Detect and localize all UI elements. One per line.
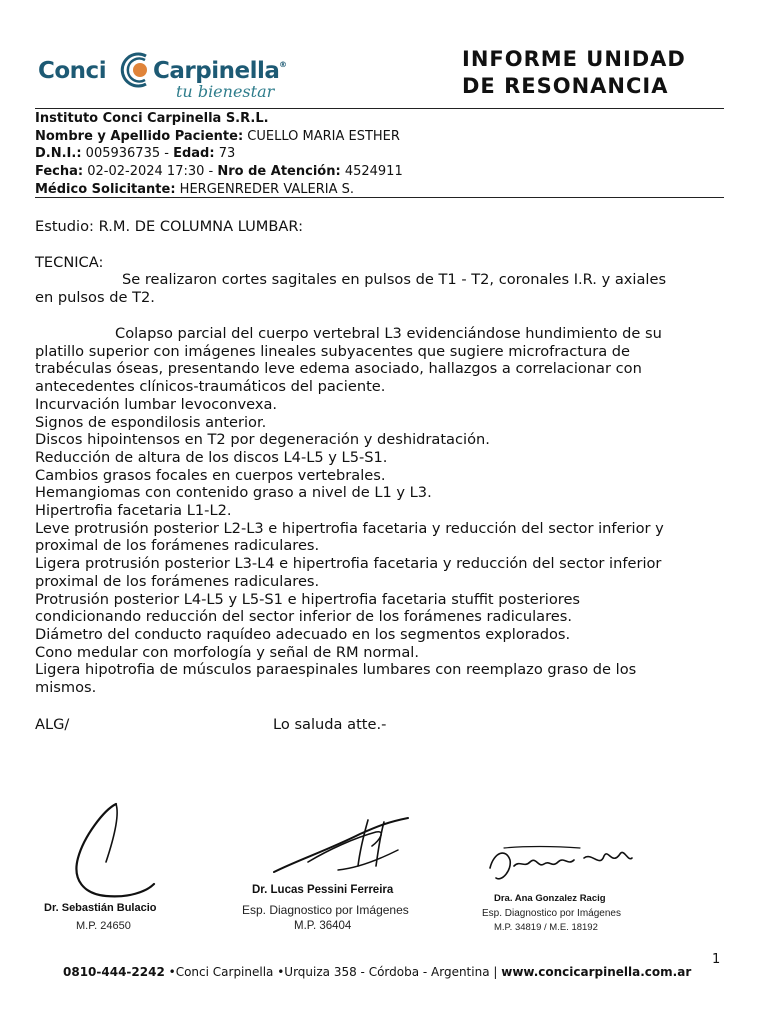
signature-specialty: Esp. Diagnostico por Imágenes xyxy=(242,903,409,917)
footer-address: •Conci Carpinella •Urquiza 358 - Córdoba - Argentina | xyxy=(164,965,502,979)
handwritten-signature-icon xyxy=(54,796,164,906)
age-label: Edad: xyxy=(173,146,215,162)
finding-line: Ligera hipotrofia de músculos paraespinales lumbares con reemplazo graso de los xyxy=(35,661,637,679)
signature-name: Dra. Ana Gonzalez Racig xyxy=(494,893,606,904)
signature-license: M.P. 36404 xyxy=(294,920,352,932)
date-label: Fecha: xyxy=(35,164,84,180)
requesting-doctor-value: HERGENREDER VALERIA S. xyxy=(179,181,355,197)
finding-line: Signos de espondilosis anterior. xyxy=(35,413,267,431)
requesting-doctor-label: Médico Solicitante: xyxy=(35,181,176,197)
logo-word-carpinella: Carpinella xyxy=(153,58,280,84)
finding-line: Colapso parcial del cuerpo vertebral L3 evidenciándose hundimiento de su xyxy=(115,325,662,342)
finding-line: Cono medular con morfología y señal de RM normal. xyxy=(35,643,419,661)
dni-value: 005936735 xyxy=(85,146,161,162)
finding-line: Reducción de altura de los discos L4-L5 y L5-S1. xyxy=(35,448,388,466)
finding-line: Hipertrofia facetaria L1-L2. xyxy=(35,502,232,519)
separator: - xyxy=(160,146,174,162)
finding-line: Leve protrusión posterior L2-L3 e hipertrofia facetaria y reducción del sector inferior y xyxy=(35,519,664,537)
logo-registered-mark: ® xyxy=(279,60,287,69)
finding-line: proximal de los forámenes radiculares. xyxy=(35,572,320,590)
institute-name: Instituto Conci Carpinella S.R.L. xyxy=(35,111,269,126)
page-number: 1 xyxy=(712,952,721,967)
footer-phone: 0810-444-2242 xyxy=(63,965,165,979)
technique-text-line-2: en pulsos de T2. xyxy=(35,289,155,306)
patient-info xyxy=(35,110,403,199)
signature-block-2 xyxy=(238,808,428,938)
header-divider xyxy=(35,108,724,109)
finding-line: Diámetro del conducto raquídeo adecuado en los segmentos explorados. xyxy=(35,625,571,643)
finding-line: Protrusión posterior L4-L5 y L5-S1 e hipertrofia facetaria stuffit posteriores xyxy=(35,590,581,608)
finding-line: platillo superior con imágenes lineales subyacentes que sugiere microfractura de xyxy=(35,342,631,360)
finding-line: proximal de los forámenes radiculares. xyxy=(35,537,320,555)
handwritten-signature-icon xyxy=(268,810,418,880)
technique-text-line-1: Se realizaron cortes sagitales en pulsos de T1 - T2, coronales I.R. y axiales xyxy=(122,271,667,288)
dni-label: D.N.I.: xyxy=(35,146,82,162)
finding-line: condicionando reducción del sector inferior de los forámenes radiculares. xyxy=(35,608,572,626)
date-value: 02-02-2024 17:30 xyxy=(87,164,205,180)
report-initials: ALG/ xyxy=(35,716,70,733)
finding-line: Hemangiomas con contenido graso a nivel de L1 y L3. xyxy=(35,484,432,502)
logo-word-conci: Conci xyxy=(38,58,107,84)
logo-tagline: tu bienestar xyxy=(176,82,275,101)
signature-block-3 xyxy=(476,830,646,940)
study-title: Estudio: R.M. DE COLUMNA LUMBAR: xyxy=(35,218,303,235)
brand-logo xyxy=(36,44,356,106)
finding-line: trabéculas óseas, presentando leve edema asociado, hallazgos a correlacionar con xyxy=(35,360,642,378)
signature-block-1 xyxy=(40,790,190,940)
finding-line: Ligera protrusión posterior L3-L4 e hipertrofia facetaria y reducción del sector inferior xyxy=(35,555,662,573)
page-footer xyxy=(63,965,713,979)
attention-number-label: Nro de Atención: xyxy=(217,164,341,180)
signature-specialty: Esp. Diagnostico por Imágenes xyxy=(482,908,621,919)
finding-line: Discos hipointensos en T2 por degeneración y deshidratación. xyxy=(35,431,490,449)
patient-name-label: Nombre y Apellido Paciente: xyxy=(35,128,244,144)
brand-mark-icon xyxy=(116,50,156,90)
attention-number-value: 4524911 xyxy=(344,164,403,180)
report-title-line-2: DE RESONANCIA xyxy=(462,74,669,98)
signature-name: Dr. Sebastián Bulacio xyxy=(44,902,157,914)
finding-line: mismos. xyxy=(35,679,97,696)
age-value: 73 xyxy=(218,146,236,162)
report-title xyxy=(462,46,752,100)
patient-name-value: CUELLO MARIA ESTHER xyxy=(247,128,400,144)
technique-label: TECNICA: xyxy=(35,254,104,271)
report-closing: Lo saluda atte.- xyxy=(273,716,387,733)
patient-divider xyxy=(35,197,724,198)
separator: - xyxy=(204,164,218,180)
finding-line: Incurvación lumbar levoconvexa. xyxy=(35,395,278,413)
finding-line: antecedentes clínicos-traumáticos del paciente. xyxy=(35,378,386,396)
signature-license: M.P. 24650 xyxy=(76,920,131,932)
finding-line: Cambios grasos focales en cuerpos vertebrales. xyxy=(35,466,386,484)
report-title-line-1: INFORME UNIDAD xyxy=(462,47,686,71)
signature-name: Dr. Lucas Pessini Ferreira xyxy=(252,884,394,896)
footer-website-link[interactable]: www.concicarpinella.com.ar xyxy=(501,965,692,979)
signature-license: M.P. 34819 / M.E. 18192 xyxy=(494,922,598,933)
handwritten-signature-icon xyxy=(484,838,634,888)
